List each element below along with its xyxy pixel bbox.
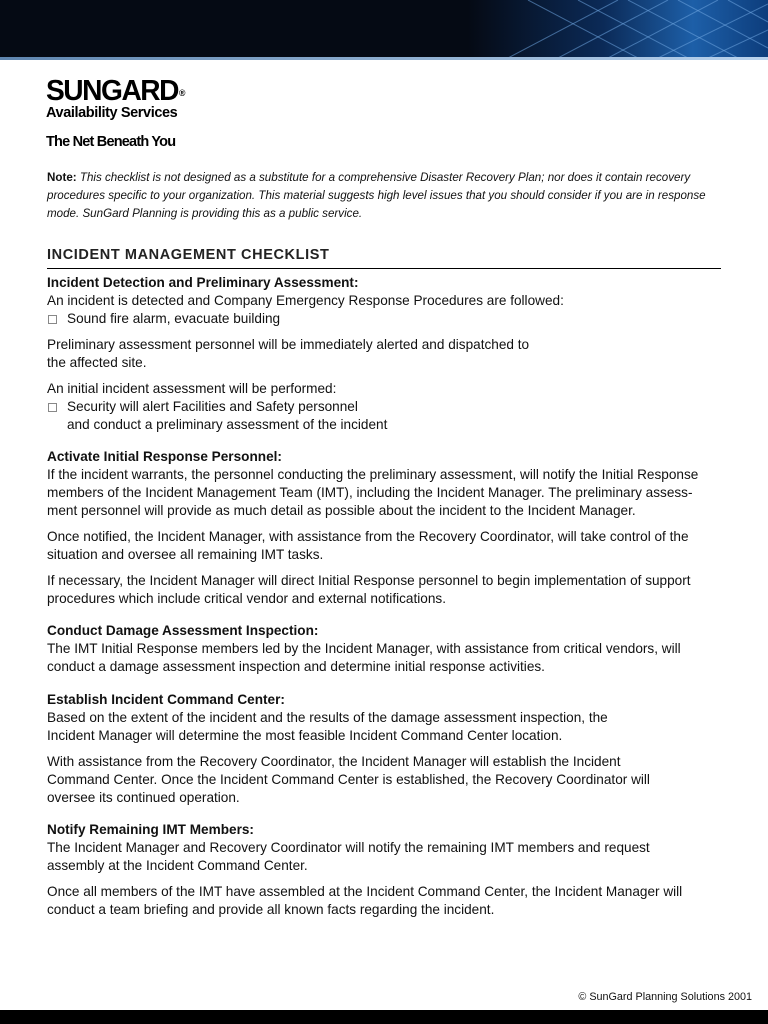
copyright-notice: © SunGard Planning Solutions 2001 xyxy=(578,991,752,1003)
grid-graphic xyxy=(468,0,768,58)
footer-bar xyxy=(0,1010,768,1024)
banner-accent-line xyxy=(0,57,768,60)
title-divider xyxy=(47,268,721,269)
section-heading-activate: Activate Initial Response Personnel: xyxy=(47,449,282,464)
checklist-body xyxy=(47,274,727,919)
paragraph: Preliminary assessment personnel will be immediately alerted and dispatched to the affected site. xyxy=(47,337,530,370)
paragraph: An incident is detected and Company Emergency Response Procedures are followed: xyxy=(47,293,564,308)
checklist-item-label: and conduct a preliminary assessment of the incident xyxy=(67,417,388,432)
section-heading-command: Establish Incident Command Center: xyxy=(47,692,285,707)
paragraph: The Incident Manager and Recovery Coordinator will notify the remaining IMT members and request assembly at the Incident Command Center. xyxy=(47,840,650,873)
logo-wordmark: SUNGARD® xyxy=(46,75,186,107)
checkbox[interactable] xyxy=(48,315,57,324)
paragraph: If the incident warrants, the personnel conducting the preliminary assessment, will notify the Initial Response members of the Incident Management Team (IMT), including the Incident Manager. The preliminary assess-ment personnel will provide as much detail as possible about the incident to the Incident Manager. xyxy=(47,467,699,518)
section-heading-notify: Notify Remaining IMT Members: xyxy=(47,822,254,837)
paragraph: An initial incident assessment will be performed: xyxy=(47,381,337,396)
checklist-item-label: Security will alert Facilities and Safety personnel xyxy=(67,399,358,414)
checklist-item-label: Sound fire alarm, evacuate building xyxy=(67,311,281,326)
paragraph: With assistance from the Recovery Coordinator, the Incident Manager will establish the Incident Command Center. Once the Incident Command Center is established, the Recovery Coordinator will oversee its continued operation. xyxy=(47,754,650,805)
section-heading-detection: Incident Detection and Preliminary Assessment: xyxy=(47,275,359,290)
checklist-item xyxy=(47,398,727,434)
page-title: INCIDENT MANAGEMENT CHECKLIST xyxy=(47,247,330,263)
sungard-logo xyxy=(46,76,190,121)
note-text: This checklist is not designed as a substitute for a comprehensive Disaster Recovery Plan; nor does it contain recovery procedures specific to your organization. This material suggests high level issues that you should consider if you are in response mode. SunGard Planning is providing this as a public service. xyxy=(47,171,706,220)
paragraph: Once all members of the IMT have assembled at the Incident Command Center, the Incident Manager will conduct a team briefing and provide all known facts regarding the incident. xyxy=(47,884,683,917)
note-label: Note: xyxy=(47,171,77,184)
paragraph: Once notified, the Incident Manager, with assistance from the Recovery Coordinator, will take control of the situation and oversee all remaining IMT tasks. xyxy=(47,529,689,562)
paragraph: Based on the extent of the incident and the results of the damage assessment inspection, the Incident Manager will determine the most feasible Incident Command Center location. xyxy=(47,710,608,743)
tagline: The Net Beneath You xyxy=(46,134,176,150)
checklist-item xyxy=(47,310,727,328)
paragraph: The IMT Initial Response members led by the Incident Manager, with assistance from critical vendors, will conduct a damage assessment inspection and determine initial response activities. xyxy=(47,641,681,674)
disclaimer-note xyxy=(47,169,727,223)
checkbox[interactable] xyxy=(48,403,57,412)
logo-subtitle: Availability Services xyxy=(46,105,178,121)
section-heading-damage: Conduct Damage Assessment Inspection: xyxy=(47,623,319,638)
paragraph: If necessary, the Incident Manager will direct Initial Response personnel to begin implementation of support procedures which include critical vendor and external notifications. xyxy=(47,573,691,606)
header-banner xyxy=(0,0,768,58)
